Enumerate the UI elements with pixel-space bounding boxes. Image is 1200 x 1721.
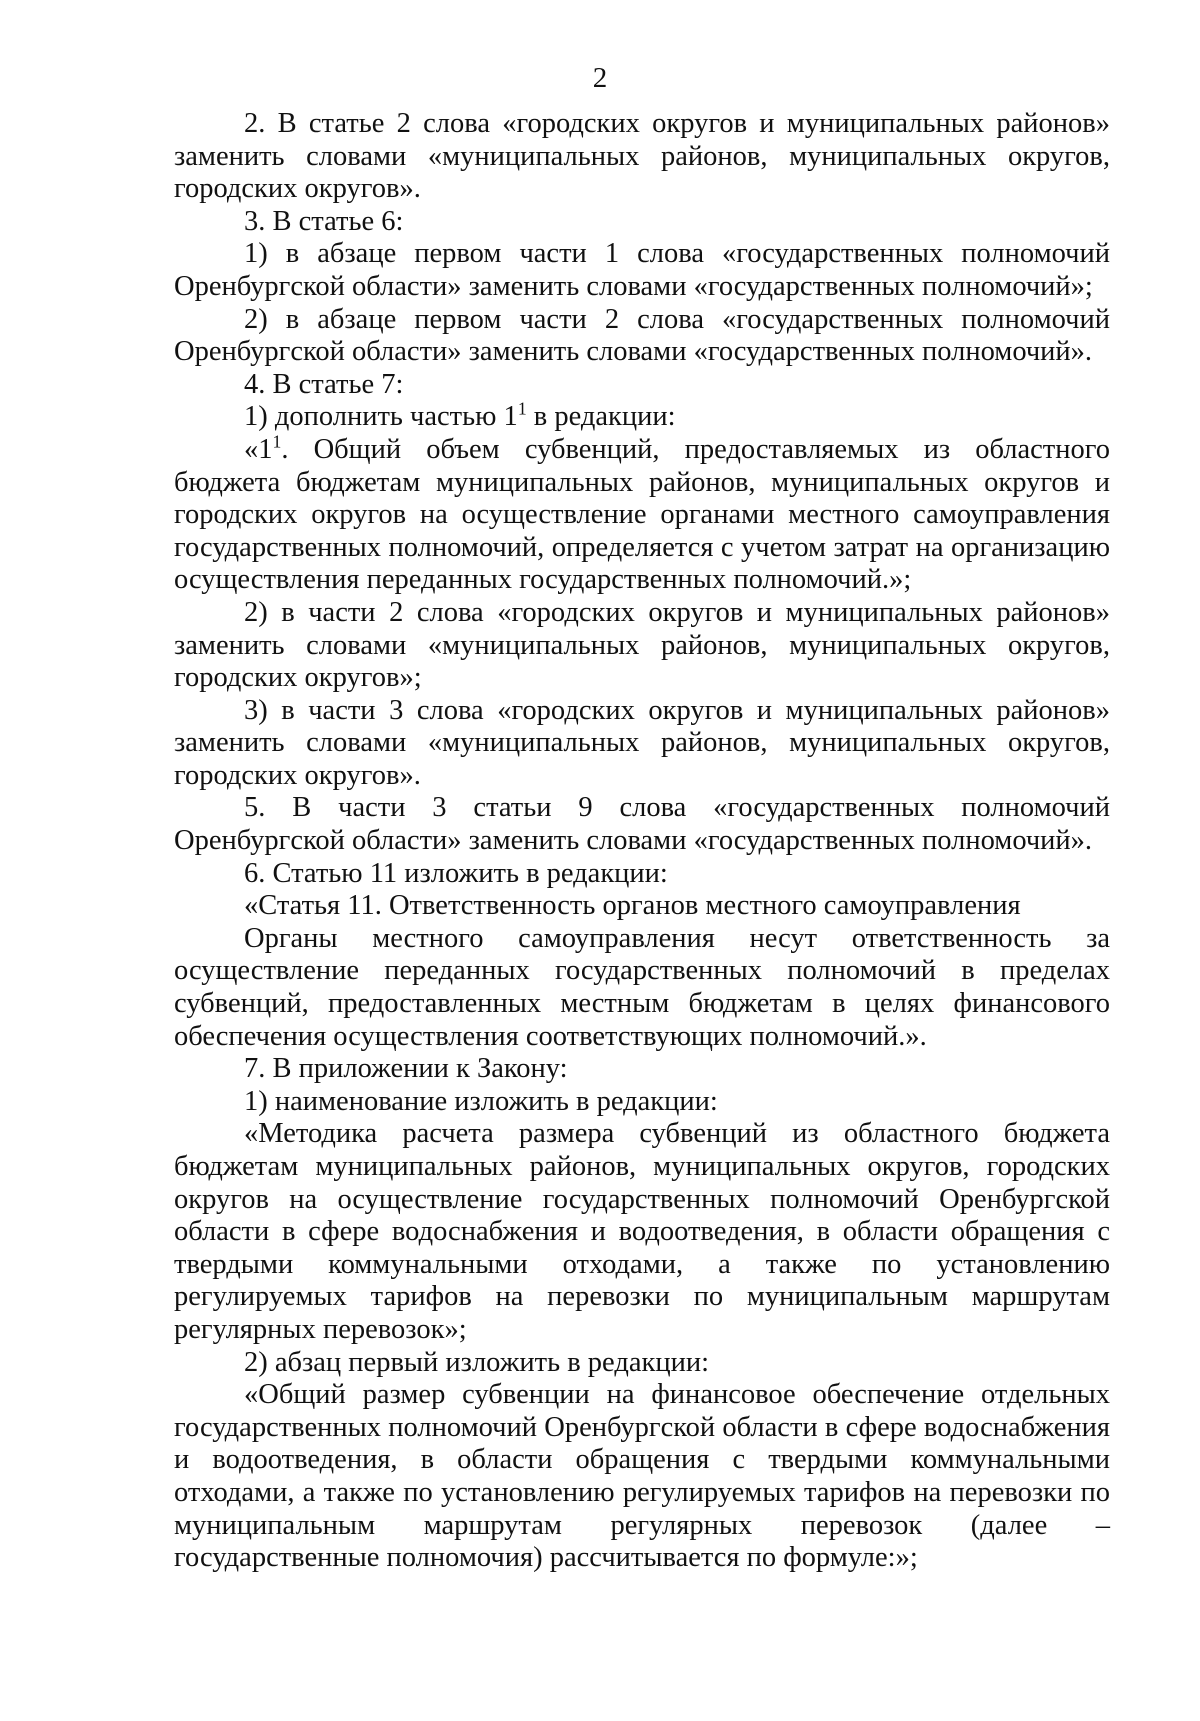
paragraph-article-6-heading: 3. В статье 6: (244, 205, 404, 237)
paragraph-article-11-heading: 6. Статью 11 изложить в редакции: (244, 857, 668, 889)
paragraph-article-7-item-1 (174, 398, 1110, 434)
paragraph-appendix-heading: 7. В приложении к Закону: (244, 1053, 568, 1085)
paragraph-article-2-amendment: 2. В статье 2 слова «городских округов и муниципальных районов» заменить словами «муниципальных районов, муниципальных округов, городских округов». (174, 108, 1110, 205)
paragraph-methodology-title: «Методика расчета размера субвенций из областного бюджета бюджетам муниципальных районов, муниципальных округов, городских округов на осуществление государственных полномочий Оренбургской области в сфере водоснабжения и водоотведения, в области обращения с твердыми коммунальными отходами, а также по установлению регулируемых тарифов на перевозки по муниципальным маршрутам регулярных перевозок»; (174, 1118, 1110, 1345)
paragraph-subvention-formula-intro: «Общий размер субвенции на финансовое обеспечение отдельных государственных полномочий Оренбургской области в сфере водоснабжения и водоотведения, в области обращения с твердыми коммунальными отходами, а также по установлению регулируемых тарифов на перевозки по муниципальным маршрутам регулярных перевозок (далее – государственные полномочия) рассчитывается по формуле:»; (174, 1379, 1110, 1574)
paragraph-text-before-superscript: «1 (244, 433, 273, 465)
paragraph-article-11-title: «Статья 11. Ответственность органов местного самоуправления (244, 890, 1021, 922)
document-body (174, 108, 1110, 1575)
paragraph-appendix-item-1: 1) наименование изложить в редакции: (244, 1085, 718, 1117)
paragraph-article-9-amendment: 5. В части 3 статьи 9 слова «государственных полномочий Оренбургской области» заменить словами «государственных полномочий». (174, 792, 1110, 857)
paragraph-article-7-heading: 4. В статье 7: (244, 368, 404, 400)
paragraph-article-6-item-1: 1) в абзаце первом части 1 слова «государственных полномочий Оренбургской области» заменить словами «государственных полномочий»; (174, 238, 1110, 302)
superscript-number: 1 (272, 431, 282, 452)
paragraph-appendix-item-2: 2) абзац первый изложить в редакции: (244, 1346, 710, 1378)
paragraph-text-after-superscript: . Общий объем субвенций, предоставляемых из областного бюджета бюджетам муниципальных районов, муниципальных округов и городских округов на осуществление органами местного самоуправления государственных полномочий, определяется с учетом затрат на организацию осуществления переданных государственных полномочий.»; (174, 433, 1110, 596)
paragraph-article-11-body: Органы местного самоуправления несут ответственность за осуществление переданных государственных полномочий в пределах субвенций, предоставленных местным бюджетам в целях финансового обеспечения осуществления соответствующих полномочий.». (174, 922, 1110, 1052)
paragraph-article-7-item-2: 2) в части 2 слова «городских округов и муниципальных районов» заменить словами «муниципальных районов, муниципальных округов, городских округов»; (174, 596, 1110, 694)
paragraph-text-before-superscript: 1) дополнить частью 1 (244, 401, 518, 433)
paragraph-article-7-item-3: 3) в части 3 слова «городских округов и муниципальных районов» заменить словами «муниципальных районов, муниципальных округов, городских округов». (174, 694, 1110, 791)
paragraph-article-6-item-2: 2) в абзаце первом части 2 слова «государственных полномочий Оренбургской области» заменить словами «государственных полномочий». (174, 303, 1110, 368)
paragraph-text-after-superscript: в редакции: (526, 401, 676, 433)
page-number: 2 (592, 62, 608, 94)
paragraph-new-part-1-1 (174, 431, 1110, 597)
superscript-number: 1 (517, 398, 527, 419)
